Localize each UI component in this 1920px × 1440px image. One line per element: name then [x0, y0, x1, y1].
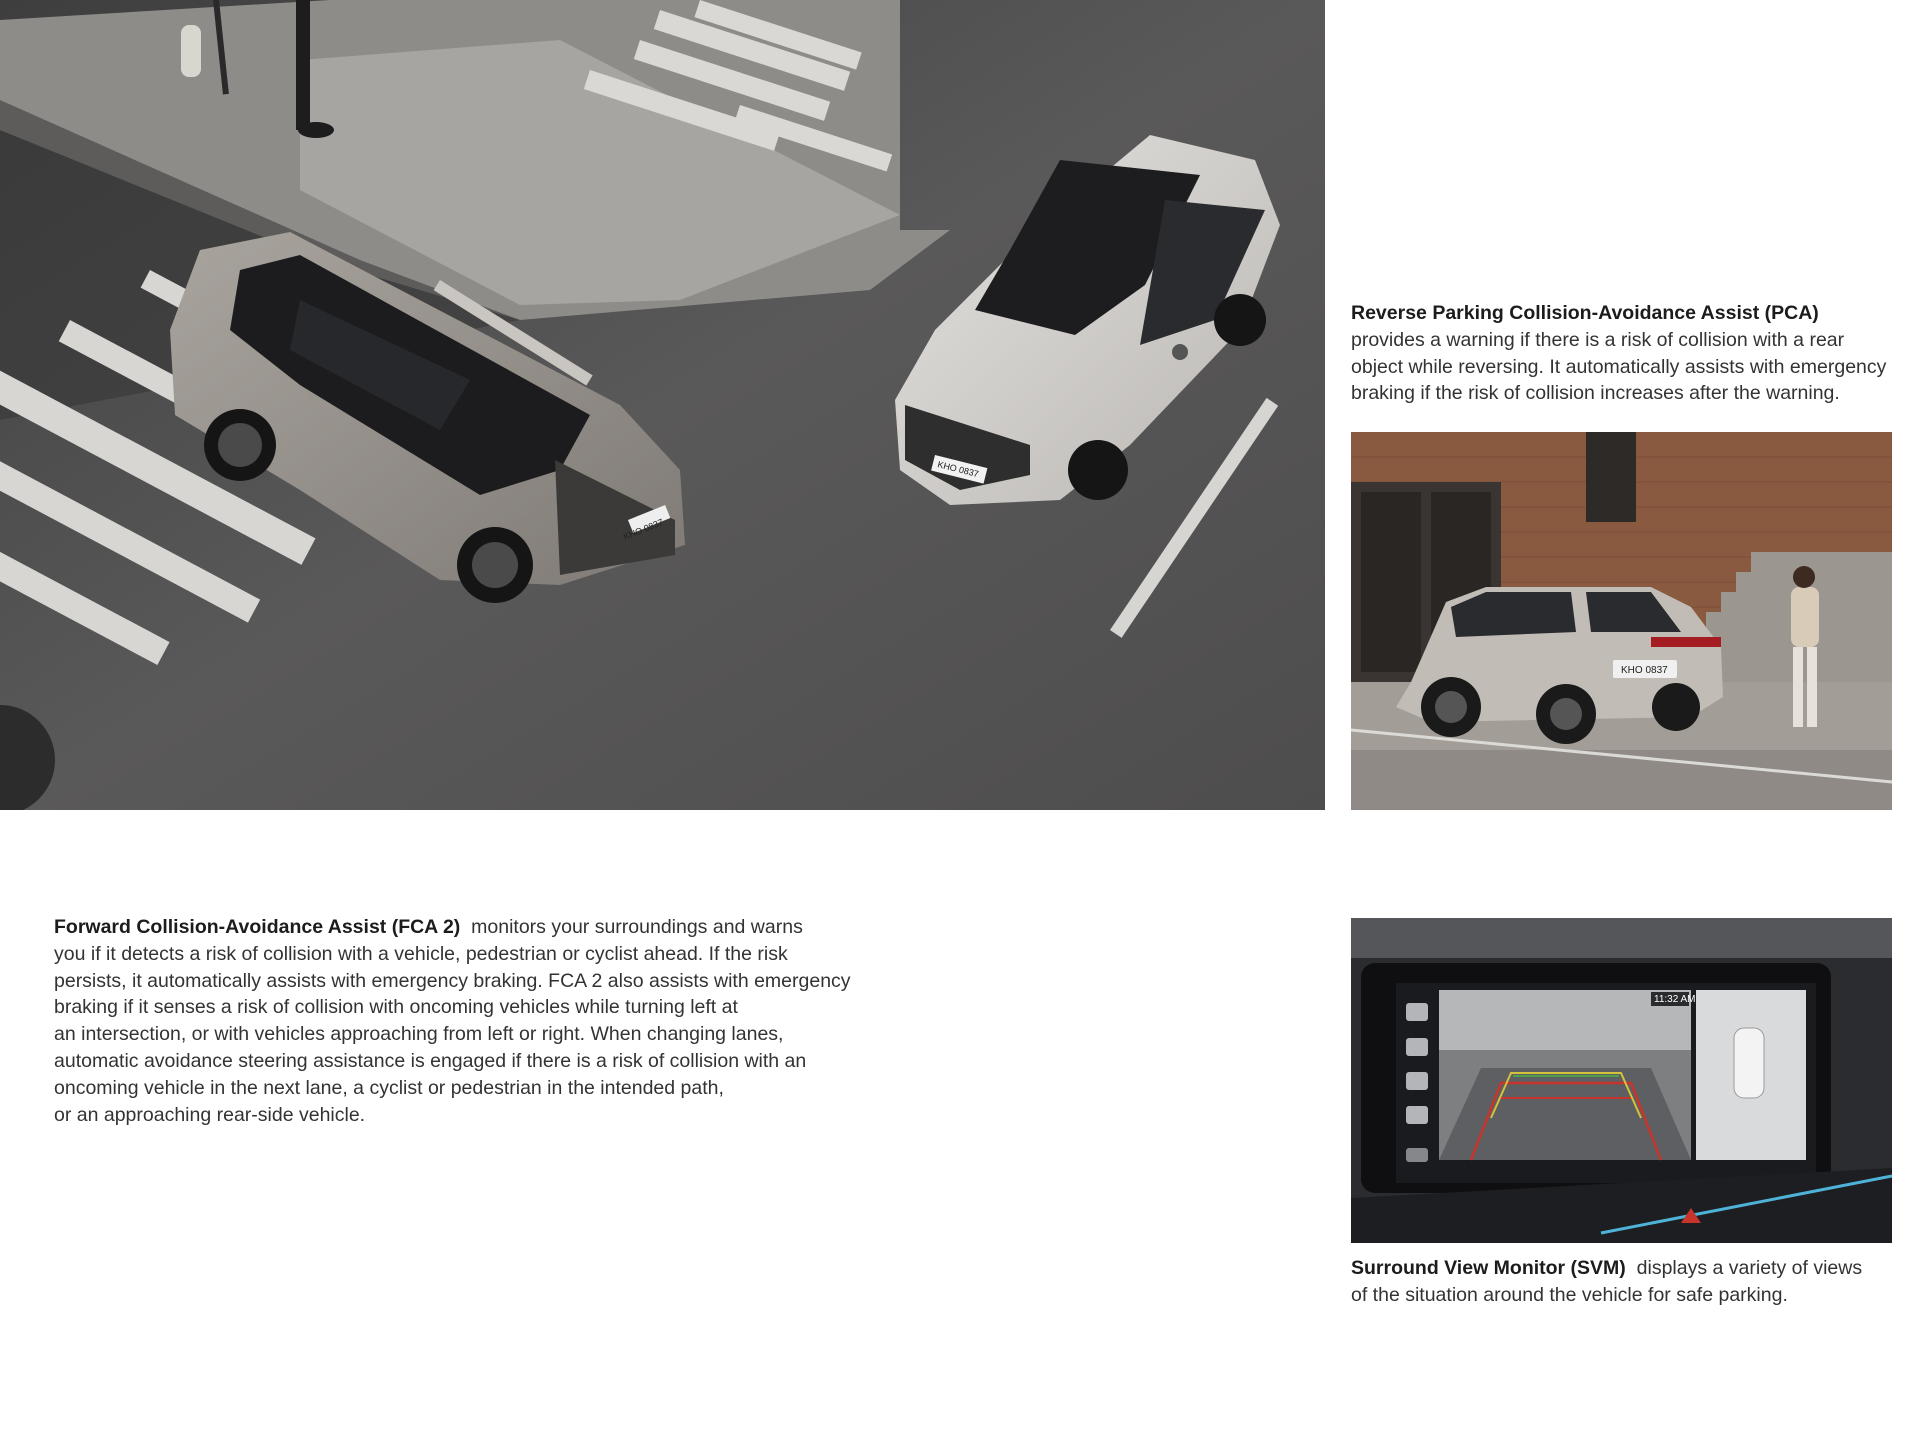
hero-photo-intersection	[0, 0, 1325, 810]
pca-title: Reverse Parking Collision-Avoidance Assist (PCA)	[1351, 302, 1819, 324]
svm-screen-clock: 11:32 AM	[1654, 994, 1696, 1005]
fca-line-1-rest: monitors your surroundings and warns	[471, 916, 803, 938]
svm-line-2: of the situation around the vehicle for safe parking.	[1351, 1283, 1788, 1306]
fca-line-6: automatic avoidance steering assistance is engaged if there is a risk of collision with an	[54, 1049, 807, 1072]
svm-line-1-rest: displays a variety of views	[1636, 1257, 1863, 1279]
hero-plate-left: KHO 0837	[622, 516, 665, 542]
pca-photo-reversing	[1351, 432, 1892, 810]
fca-line-1	[54, 914, 894, 941]
pca-line-1	[1351, 300, 1911, 327]
pca-caption	[1351, 300, 1911, 407]
fca-line-4: braking if it senses a risk of collision with oncoming vehicles while turning left at	[54, 996, 738, 1019]
svm-photo-display	[1351, 918, 1892, 1243]
svm-caption	[1351, 1255, 1911, 1309]
pca-line-2: provides a warning if there is a risk of collision with a rear	[1351, 328, 1845, 351]
fca-line-5: an intersection, or with vehicles approaching from left or right. When changing lanes,	[54, 1023, 784, 1046]
pca-line-4: braking if the risk of collision increases after the warning.	[1351, 382, 1840, 405]
fca-caption	[54, 914, 894, 1128]
hero-plate-right: KHO 0837	[936, 459, 980, 480]
fca-line-8: or an approaching rear-side vehicle.	[54, 1103, 366, 1126]
fca-line-2: you if it detects a risk of collision with a vehicle, pedestrian or cyclist ahead. If the risk	[54, 942, 788, 965]
fca-title: Forward Collision-Avoidance Assist (FCA 2)	[54, 916, 461, 938]
pca-photo-plate: KHO 0837	[1621, 665, 1668, 676]
svm-line-1	[1351, 1255, 1911, 1282]
fca-line-3: persists, it automatically assists with emergency braking. FCA 2 also assists with emergency	[54, 969, 851, 992]
fca-line-7: oncoming vehicle in the next lane, a cyclist or pedestrian in the intended path,	[54, 1076, 724, 1099]
pca-line-3: object while reversing. It automatically assists with emergency	[1351, 355, 1887, 378]
svm-title: Surround View Monitor (SVM)	[1351, 1257, 1626, 1279]
